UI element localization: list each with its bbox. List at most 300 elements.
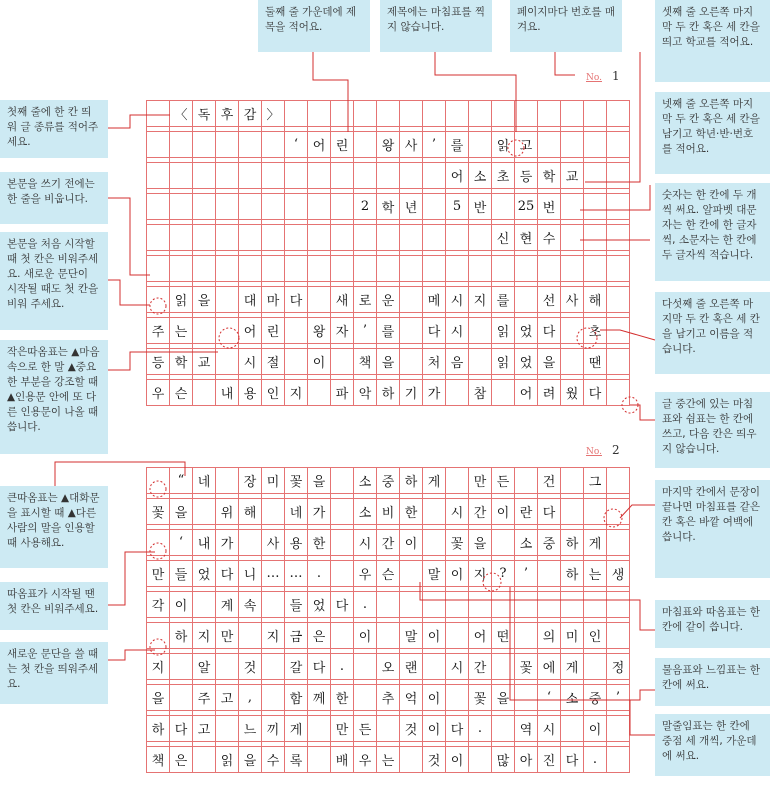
manuscript-cell: ‘ [285,132,308,158]
manuscript-cell: 슨 [377,561,400,587]
manuscript-cell [469,225,492,251]
manuscript-cell [170,225,193,251]
manuscript-row [147,654,630,680]
manuscript-cell: 대 [239,287,262,313]
manuscript-cell: 시 [446,499,469,525]
manuscript-cell [285,349,308,375]
manuscript-cell: 한 [331,685,354,711]
manuscript-cell [515,468,538,494]
manuscript-cell [262,685,285,711]
manuscript-cell [446,468,469,494]
manuscript-row [147,716,630,742]
manuscript-cell: 다 [423,318,446,344]
manuscript-cell: 이 [400,530,423,556]
manuscript-cell: 어 [446,163,469,189]
manuscript-cell [423,499,446,525]
manuscript-cell: 다 [446,716,469,742]
manuscript-cell [607,380,630,406]
manuscript-cell [354,132,377,158]
manuscript-cell [607,747,630,773]
manuscript-cell: 꽃 [469,685,492,711]
manuscript-cell: . [308,561,331,587]
manuscript-cell: 한 [308,530,331,556]
manuscript-cell: 하 [561,561,584,587]
manuscript-cell: 슨 [170,380,193,406]
manuscript-cell [584,163,607,189]
manuscript-cell [308,101,331,127]
manuscript-cell [308,380,331,406]
manuscript-cell [607,499,630,525]
manuscript-cell [262,132,285,158]
manuscript-cell: 다 [308,654,331,680]
manuscript-cell: , [239,685,262,711]
manuscript-cell: 읽 [492,318,515,344]
manuscript-cell: 주 [147,318,170,344]
manuscript-cell: 는 [584,561,607,587]
manuscript-cell: 하 [400,468,423,494]
manuscript-cell: 선 [538,287,561,313]
manuscript-cell: 은 [308,623,331,649]
manuscript-cell: 이 [354,623,377,649]
manuscript-cell [331,101,354,127]
manuscript-cell: 들 [170,561,193,587]
manuscript-cell: 이 [446,561,469,587]
manuscript-cell [262,592,285,618]
manuscript-cell: 중 [584,685,607,711]
manuscript-cell: 시 [354,530,377,556]
manuscript-cell: 내 [216,380,239,406]
manuscript-cell [607,163,630,189]
manuscript-cell [285,194,308,220]
note-name-position: 다섯째 줄 오른쪽 마지막 두 칸 혹은 세 칸을 남기고 이름을 적습니다. [655,292,770,374]
note-period-comma-spacing: 글 중간에 있는 마침표와 쉼표는 한 칸에 쓰고, 다음 칸은 띄우지 않습니다. [655,392,770,468]
manuscript-cell: 독 [193,101,216,127]
manuscript-row [147,225,630,251]
manuscript-cell [584,194,607,220]
manuscript-cell: 를 [446,132,469,158]
manuscript-cell [469,592,492,618]
manuscript-cell [607,194,630,220]
manuscript-cell: 중 [538,530,561,556]
manuscript-cell: 미 [561,623,584,649]
manuscript-cell: 운 [377,287,400,313]
manuscript-cell: “ [170,468,193,494]
manuscript-cell: ’ [423,132,446,158]
manuscript-cell: 갈 [285,654,308,680]
manuscript-cell [377,716,400,742]
manuscript-cell: 새 [331,287,354,313]
manuscript-cell [216,468,239,494]
manuscript-cell: 해 [239,499,262,525]
manuscript-cell: 5 [446,194,469,220]
manuscript-cell: 말 [423,561,446,587]
manuscript-row [147,530,630,556]
manuscript-cell: 고 [193,716,216,742]
manuscript-cell: 만 [469,468,492,494]
manuscript-cell: 읽 [170,287,193,313]
manuscript-cell [216,318,239,344]
manuscript-cell [193,194,216,220]
manuscript-cell [469,747,492,773]
manuscript-cell: 는 [170,318,193,344]
manuscript-cell: . [354,592,377,618]
manuscript-cell: 수 [262,747,285,773]
manuscript-cell: 비 [377,499,400,525]
manuscript-cell [308,287,331,313]
manuscript-cell [331,194,354,220]
manuscript-cell: 위 [216,499,239,525]
manuscript-cell [354,685,377,711]
manuscript-row [147,349,630,375]
manuscript-cell [216,256,239,282]
manuscript-cell [239,225,262,251]
manuscript-cell: 소 [354,468,377,494]
manuscript-row [147,256,630,282]
manuscript-cell [584,132,607,158]
manuscript-row [147,380,630,406]
manuscript-cell [492,654,515,680]
note-single-quotes: 작은따옴표는 ▲마음속으로 한 말 ▲중요한 부분을 강조할 때 ▲인용문 안에 또 다른 인용문이 나올 때 씁니다. [0,340,108,454]
manuscript-cell: 다 [331,592,354,618]
manuscript-cell: 어 [469,623,492,649]
manuscript-cell [331,468,354,494]
manuscript-cell: 한 [400,499,423,525]
manuscript-cell [308,256,331,282]
manuscript-cell: 함 [285,685,308,711]
manuscript-cell [193,163,216,189]
note-period-with-quote: 마침표와 따옴표는 한 칸에 같이 씁니다. [655,600,770,648]
manuscript-row [147,194,630,220]
manuscript-cell: 다 [216,561,239,587]
manuscript-cell [561,318,584,344]
manuscript-cell [607,592,630,618]
note-first-cell-blank: 본문을 처음 시작할 때 첫 칸은 비워주세요. 새로운 문단이 시작될 때도 첫 칸을 비워 주세요. [0,232,108,330]
manuscript-cell [193,225,216,251]
manuscript-cell: 었 [193,561,216,587]
manuscript-cell [446,592,469,618]
manuscript-cell [400,256,423,282]
manuscript-cell [354,101,377,127]
manuscript-cell: ‘ [170,530,193,556]
manuscript-cell: ‘ [538,685,561,711]
manuscript-cell: 어 [239,318,262,344]
manuscript-cell: 장 [239,468,262,494]
manuscript-cell: 말 [400,623,423,649]
manuscript-cell: 로 [354,287,377,313]
manuscript-cell: 것 [400,716,423,742]
manuscript-cell: 에 [538,654,561,680]
manuscript-cell: 고 [216,685,239,711]
manuscript-row [147,685,630,711]
manuscript-cell: 만 [216,623,239,649]
manuscript-cell: 께 [308,685,331,711]
manuscript-cell [170,194,193,220]
manuscript-row [147,499,630,525]
manuscript-cell: 이 [308,349,331,375]
manuscript-cell: 신 [492,225,515,251]
manuscript-cell [354,163,377,189]
manuscript-cell [584,499,607,525]
manuscript-cell [492,716,515,742]
manuscript-cell [492,101,515,127]
manuscript-cell: 추 [377,685,400,711]
manuscript-cell: 게 [423,468,446,494]
manuscript-cell [193,592,216,618]
note-ellipsis: 말줄임표는 한 칸에 중점 세 개씩, 가운데에 써요. [655,714,770,776]
manuscript-cell: 알 [193,654,216,680]
manuscript-cell: 왕 [377,132,400,158]
manuscript-cell [193,499,216,525]
manuscript-cell [193,747,216,773]
manuscript-table [146,467,630,773]
manuscript-cell: 었 [308,592,331,618]
manuscript-cell: 〉 [262,101,285,127]
manuscript-cell [423,654,446,680]
manuscript-cell: 이 [446,747,469,773]
manuscript-cell: 초 [584,318,607,344]
manuscript-cell [584,225,607,251]
manuscript-cell: 가 [423,380,446,406]
manuscript-cell [331,561,354,587]
manuscript-cell [469,132,492,158]
manuscript-cell [216,716,239,742]
manuscript-cell: 2 [354,194,377,220]
manuscript-cell [423,194,446,220]
manuscript-cell: 이 [170,592,193,618]
manuscript-cell [216,225,239,251]
manuscript-cell: 다 [538,318,561,344]
manuscript-cell [515,256,538,282]
manuscript-cell: 은 [170,747,193,773]
manuscript-cell: 을 [308,468,331,494]
manuscript-cell: 교 [561,163,584,189]
manuscript-cell: 진 [538,747,561,773]
manuscript-cell: 학 [377,194,400,220]
note-question-exclamation: 물음표와 느낌표는 한 칸에 써요. [655,658,770,706]
manuscript-cell: 꽃 [285,468,308,494]
manuscript-cell [584,256,607,282]
manuscript-cell: 간 [469,654,492,680]
manuscript-cell: 용 [239,380,262,406]
page-number-value: 1 [612,69,620,83]
manuscript-cell: 중 [377,468,400,494]
manuscript-cell: 게 [285,716,308,742]
manuscript-cell [285,101,308,127]
manuscript-cell: 파 [331,380,354,406]
manuscript-cell [147,623,170,649]
manuscript-cell: 학 [538,163,561,189]
note-blank-line-before-body: 본문을 쓰기 전에는 한 줄을 비웁니다. [0,172,108,224]
note-new-paragraph-indent: 새로운 문단을 쓸 때는 첫 칸을 띄워주세요. [0,642,108,704]
manuscript-cell: 다 [170,716,193,742]
manuscript-cell [331,349,354,375]
manuscript-cell [239,163,262,189]
manuscript-cell [239,132,262,158]
manuscript-cell: 이 [423,685,446,711]
manuscript-cell [285,163,308,189]
manuscript-cell: 지 [147,654,170,680]
manuscript-cell: 번 [538,194,561,220]
manuscript-cell: 네 [193,468,216,494]
manuscript-cell [469,349,492,375]
manuscript-cell: 린 [331,132,354,158]
manuscript-cell [147,101,170,127]
manuscript-cell [216,132,239,158]
manuscript-cell: 간 [469,499,492,525]
manuscript-cell [354,225,377,251]
manuscript-cell [377,256,400,282]
manuscript-cell [262,163,285,189]
manuscript-cell [607,256,630,282]
note-numbers-alphabet: 숫자는 한 칸에 두 개씩 써요. 알파벳 대문자는 한 칸에 한 글자씩, 소문자는 한 칸에 두 글자씩 적습니다. [655,183,770,281]
manuscript-cell: 지 [262,623,285,649]
manuscript-cell [170,132,193,158]
manuscript-cell: 반 [469,194,492,220]
manuscript-cell: 웠 [561,380,584,406]
manuscript-cell [423,592,446,618]
manuscript-cell [147,287,170,313]
manuscript-cell: 땐 [584,349,607,375]
manuscript-cell [607,716,630,742]
manuscript-cell: 악 [354,380,377,406]
manuscript-cell: 만 [147,561,170,587]
manuscript-cell [423,256,446,282]
manuscript-cell: 후 [216,101,239,127]
manuscript-cell [262,194,285,220]
manuscript-cell [492,194,515,220]
manuscript-cell [331,530,354,556]
manuscript-cell: 가 [308,499,331,525]
manuscript-cell: 의 [538,623,561,649]
manuscript-cell [262,499,285,525]
manuscript-cell: 것 [423,747,446,773]
manuscript-cell: 인 [584,623,607,649]
manuscript-cell [423,225,446,251]
manuscript-cell: 소 [354,499,377,525]
manuscript-cell: 자 [331,318,354,344]
manuscript-cell: 등 [147,349,170,375]
manuscript-cell: 현 [515,225,538,251]
manuscript-cell [400,592,423,618]
manuscript-cell: 많 [492,747,515,773]
manuscript-cell [216,349,239,375]
manuscript-cell [561,499,584,525]
manuscript-cell: 오 [377,654,400,680]
manuscript-cell [147,256,170,282]
manuscript-cell: 읽 [492,349,515,375]
manuscript-cell: 든 [354,716,377,742]
manuscript-cell [561,468,584,494]
manuscript-cell [170,685,193,711]
manuscript-cell [170,163,193,189]
manuscript-cell [561,716,584,742]
manuscript-cell: 란 [515,499,538,525]
manuscript-cell: 이 [423,716,446,742]
manuscript-cell: 를 [492,287,515,313]
manuscript-cell [561,592,584,618]
manuscript-cell [538,101,561,127]
manuscript-cell [607,287,630,313]
manuscript-table [146,100,630,406]
manuscript-cell: 시 [446,287,469,313]
manuscript-cell: 기 [400,380,423,406]
manuscript-cell: 왕 [308,318,331,344]
manuscript-cell: 소 [515,530,538,556]
manuscript-cell [469,318,492,344]
manuscript-cell: 을 [193,287,216,313]
manuscript-cell: 메 [423,287,446,313]
manuscript-cell [446,101,469,127]
manuscript-cell [354,256,377,282]
manuscript-cell: 계 [216,592,239,618]
manuscript-cell: 하 [147,716,170,742]
manuscript-cell [561,101,584,127]
note-grade-class-number: 넷째 줄 오른쪽 마지막 두 칸 혹은 세 칸을 남기고 학년·반·번호를 적어요. [655,92,770,174]
manuscript-cell: 지 [193,623,216,649]
manuscript-cell: 니 [239,561,262,587]
manuscript-cell [285,256,308,282]
manuscript-cell: 다 [538,499,561,525]
manuscript-cell: 을 [492,685,515,711]
manuscript-cell [607,225,630,251]
manuscript-cell: 음 [446,349,469,375]
manuscript-cell [377,225,400,251]
note-title-no-period: 제목에는 마침표를 찍지 않습니다. [380,0,492,52]
manuscript-cell: 를 [377,318,400,344]
manuscript-cell: 다 [561,747,584,773]
manuscript-cell [170,256,193,282]
manuscript-cell: 지 [469,561,492,587]
manuscript-row [147,287,630,313]
manuscript-cell: 는 [377,747,400,773]
manuscript-row [147,163,630,189]
manuscript-cell: 시 [446,654,469,680]
manuscript-cell: 었 [515,318,538,344]
manuscript-cell [262,225,285,251]
page-number-1 [586,69,620,83]
manuscript-cell [147,163,170,189]
manuscript-cell: 수 [538,225,561,251]
manuscript-cell: 느 [239,716,262,742]
manuscript-cell: 가 [216,530,239,556]
manuscript-cell: ’ [607,685,630,711]
manuscript-cell [515,623,538,649]
manuscript-cell: 다 [584,380,607,406]
manuscript-cell: ’ [354,318,377,344]
manuscript-cell [400,318,423,344]
manuscript-cell: 네 [285,499,308,525]
manuscript-cell [515,101,538,127]
manuscript-cell: 주 [193,685,216,711]
manuscript-cell [400,225,423,251]
manuscript-cell [331,225,354,251]
manuscript-cell: 사 [400,132,423,158]
manuscript-cell: 지 [469,287,492,313]
manuscript-cell: 시 [446,318,469,344]
page-number-2 [586,443,620,457]
manuscript-cell [515,592,538,618]
manuscript-cell: 들 [285,592,308,618]
manuscript-cell [377,101,400,127]
manuscript-cell [538,132,561,158]
manuscript-row [147,623,630,649]
manuscript-cell: 든 [492,468,515,494]
manuscript-cell: … [285,561,308,587]
manuscript-cell: 정 [607,654,630,680]
manuscript-cell [400,747,423,773]
manuscript-cell: 이 [423,623,446,649]
manuscript-cell [561,349,584,375]
